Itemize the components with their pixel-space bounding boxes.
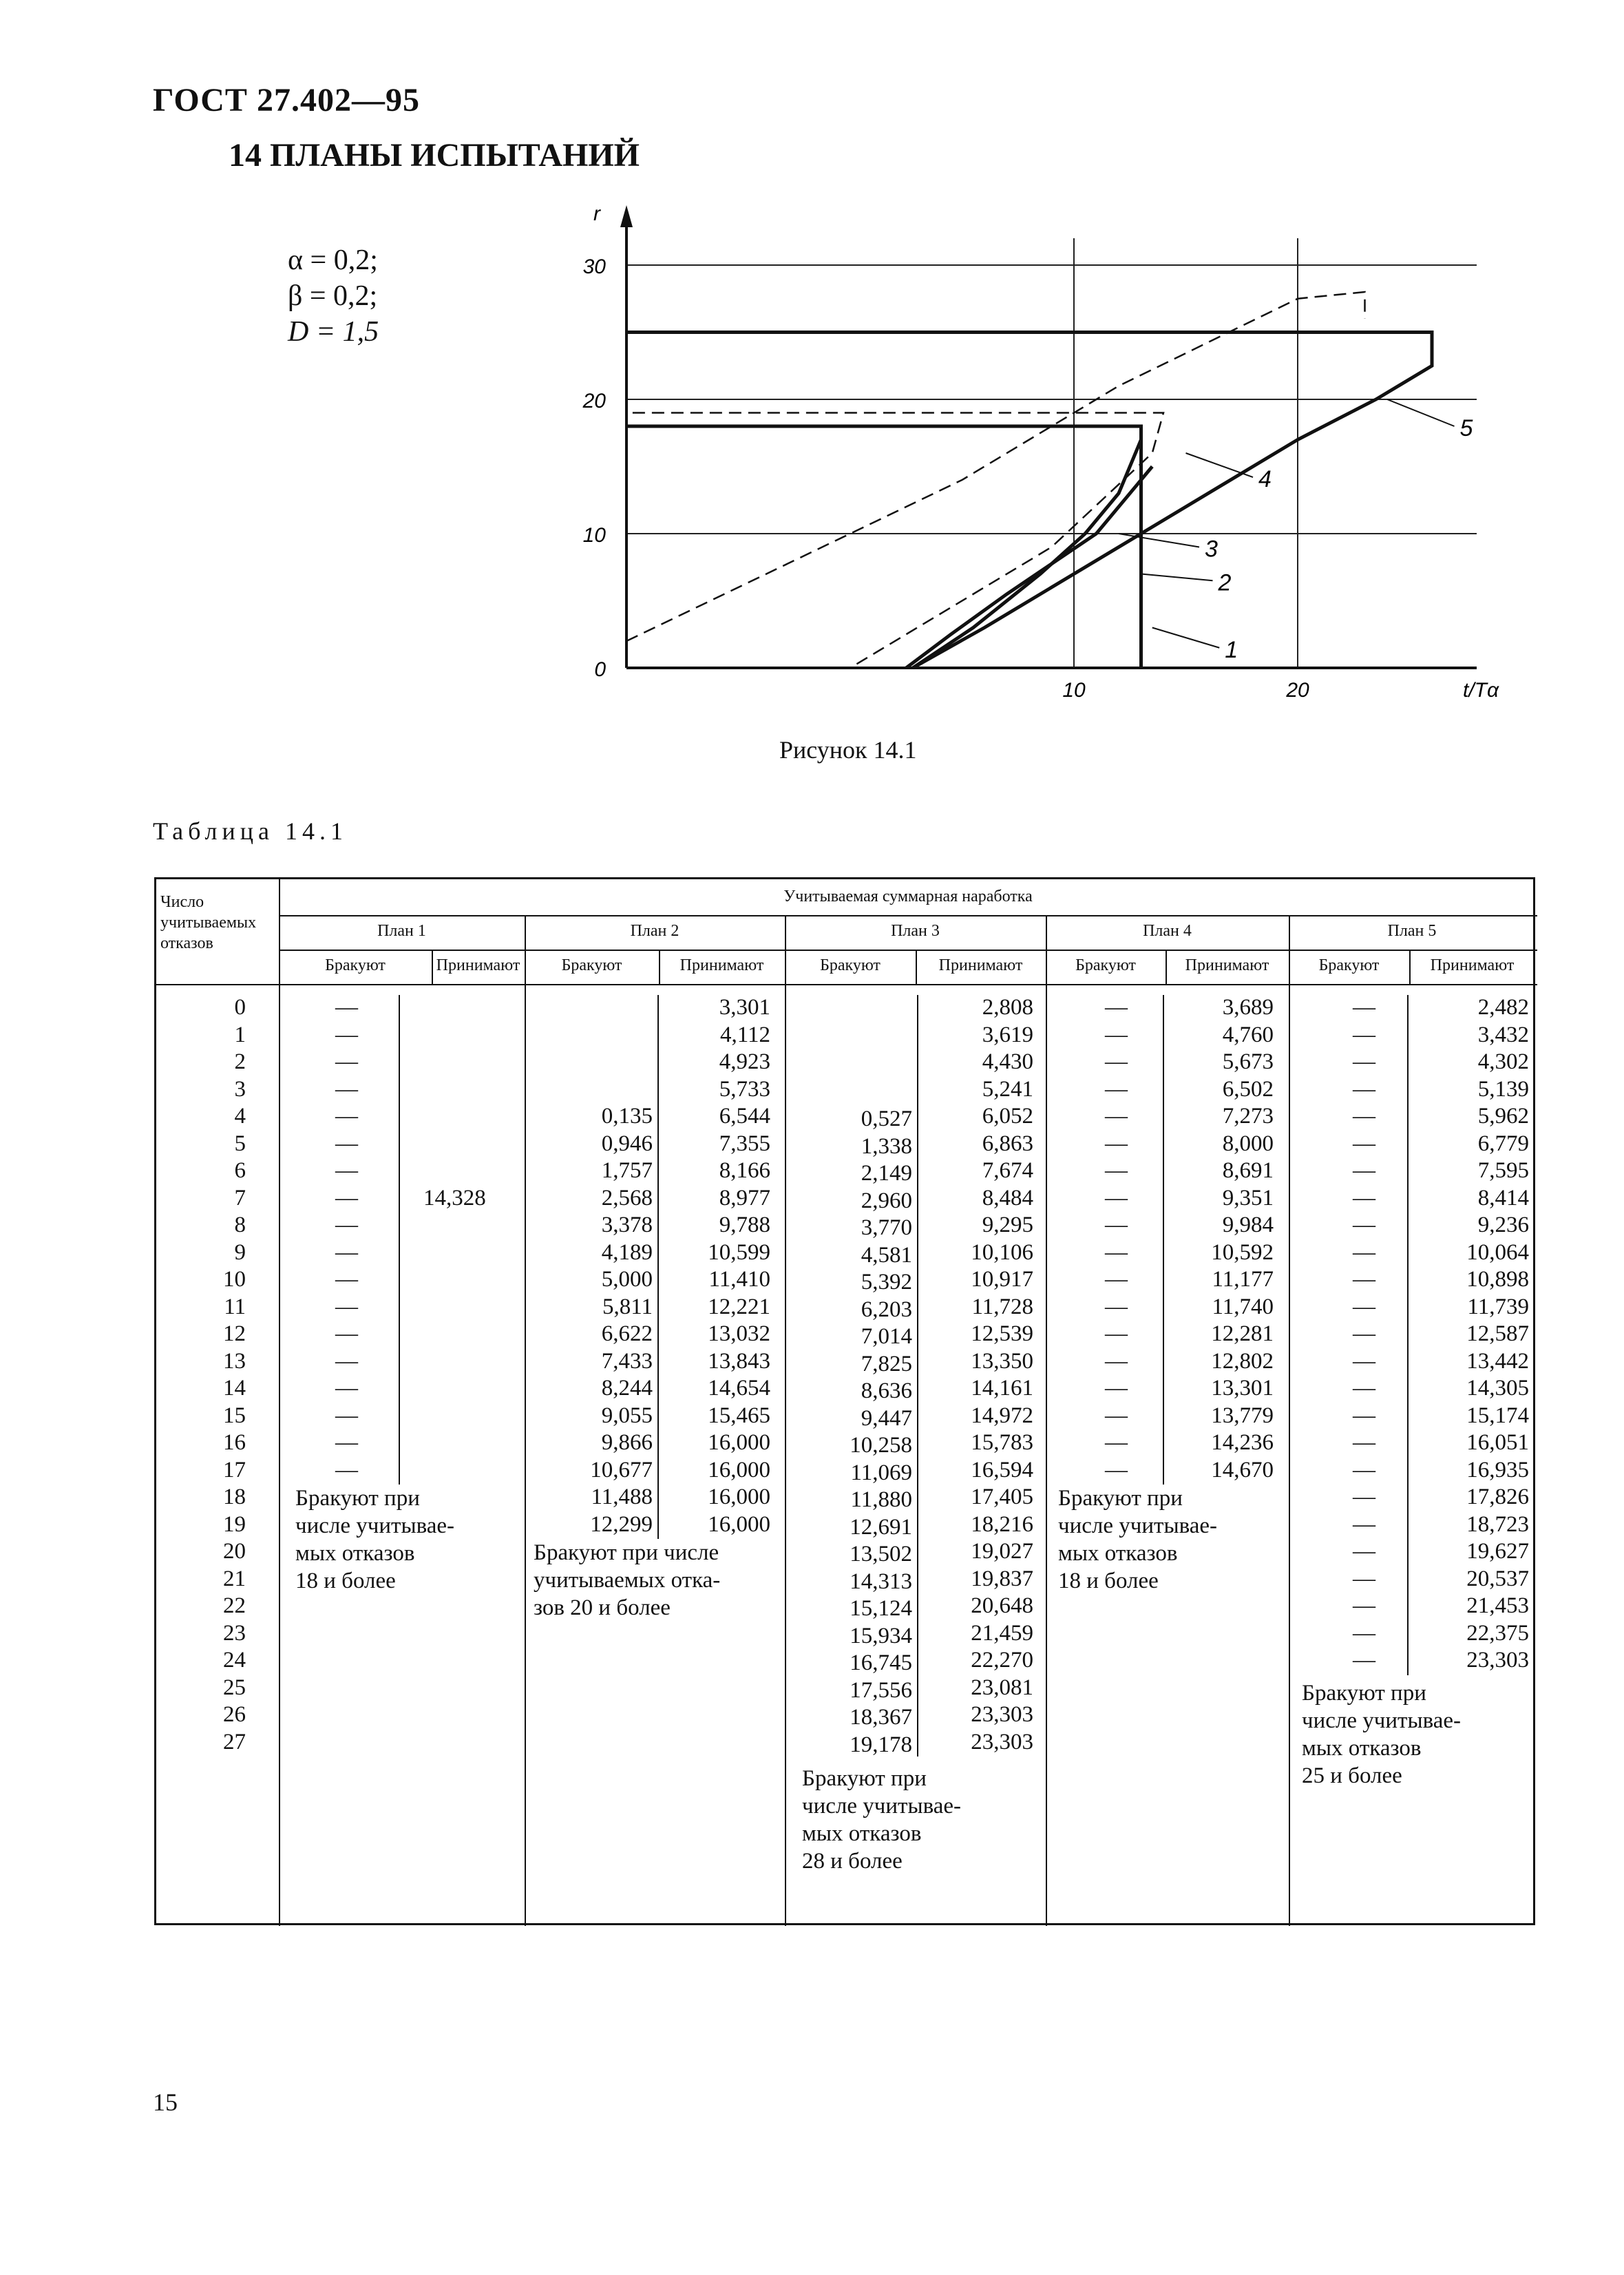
plan4-reject-cell: — bbox=[1105, 1376, 1128, 1401]
plan3-accept-cell: 6,863 bbox=[982, 1131, 1033, 1156]
count-cell: 10 bbox=[223, 1267, 246, 1292]
plan2-reject-cell: 9,055 bbox=[601, 1403, 653, 1428]
series-line-1 bbox=[626, 426, 1141, 668]
plan3-accept-cell: 9,295 bbox=[982, 1213, 1033, 1237]
plan3-accept-cell: 6,052 bbox=[982, 1104, 1033, 1129]
plan5-reject-cell: — bbox=[1353, 1430, 1375, 1455]
plan4-accept-cell: 13,779 bbox=[1211, 1403, 1274, 1428]
plan4-note: Бракуют при числе учитывае- мых отказов 18 и более bbox=[1058, 1486, 1218, 1593]
plan2-reject-cell: 6,622 bbox=[601, 1321, 653, 1346]
plan3-reject-cell: 17,556 bbox=[850, 1677, 912, 1703]
plan2-accept-cell: 12,221 bbox=[708, 1294, 770, 1319]
x-tick-label-20: 20 bbox=[1286, 679, 1309, 702]
plan-header-3: План 3 bbox=[891, 922, 940, 940]
plan2-accept-cell: 10,599 bbox=[708, 1239, 770, 1265]
plan-header-5: План 5 bbox=[1387, 922, 1437, 940]
count-cell: 22 bbox=[223, 1593, 246, 1618]
plan3-accept-cell: 18,216 bbox=[971, 1511, 1033, 1537]
count-cell: 1 bbox=[234, 1022, 246, 1047]
standard-code: ГОСТ 27.402—95 bbox=[153, 82, 420, 118]
y-tick-label-0: 0 bbox=[594, 658, 606, 681]
plan5-accept-cell: 19,627 bbox=[1466, 1539, 1529, 1564]
plan4-reject-cell: — bbox=[1105, 1158, 1128, 1183]
subheader-reject-1: Бракуют bbox=[325, 956, 386, 974]
count-cell: 18 bbox=[223, 1485, 246, 1509]
plan3-accept-cell: 19,027 bbox=[971, 1539, 1033, 1564]
plan1-reject-cell: — bbox=[335, 1185, 358, 1210]
plan4-reject-cell: — bbox=[1105, 1049, 1128, 1074]
plan4-accept-cell: 14,236 bbox=[1211, 1430, 1274, 1455]
plan3-accept-cell: 13,350 bbox=[971, 1348, 1033, 1374]
plan3-reject-cell: 2,149 bbox=[861, 1161, 912, 1186]
col-divider-plan-4 bbox=[1046, 915, 1047, 1926]
plan5-reject-cell: — bbox=[1353, 1648, 1375, 1673]
curve-label-3: 3 bbox=[1205, 536, 1218, 563]
col-divider-n bbox=[279, 879, 280, 1926]
plan-parameters bbox=[288, 242, 379, 350]
x-tick-label-10: 10 bbox=[1062, 679, 1086, 702]
count-cell: 9 bbox=[234, 1239, 246, 1265]
plan4-accept-cell: 12,802 bbox=[1211, 1348, 1274, 1374]
count-cell: 19 bbox=[223, 1511, 246, 1537]
plan3-accept-cell: 23,303 bbox=[971, 1729, 1033, 1754]
plan2-accept-cell: 7,355 bbox=[719, 1131, 770, 1156]
plan-header-1: План 1 bbox=[377, 922, 426, 940]
plan3-accept-cell: 16,594 bbox=[971, 1457, 1033, 1482]
plan5-reject-cell: — bbox=[1353, 1376, 1375, 1401]
plan1-reject-cell: — bbox=[335, 1213, 358, 1237]
plan4-reject-cell: — bbox=[1105, 1403, 1128, 1428]
plan5-accept-cell: 4,302 bbox=[1477, 1049, 1529, 1074]
plan2-value-divider bbox=[657, 995, 659, 1539]
plan5-reject-cell: — bbox=[1353, 1539, 1375, 1564]
plan4-reject-cell: — bbox=[1105, 1185, 1128, 1210]
plan2-reject-cell: 12,299 bbox=[590, 1511, 653, 1537]
plan2-accept-cell: 4,112 bbox=[719, 1022, 770, 1047]
subheader-reject-4: Бракуют bbox=[1075, 956, 1136, 974]
plan2-reject-cell: 10,677 bbox=[590, 1457, 653, 1482]
plan3-accept-cell: 12,539 bbox=[971, 1321, 1033, 1346]
plan4-accept-cell: 3,689 bbox=[1222, 995, 1274, 1020]
plan2-reject-cell: 0,135 bbox=[601, 1104, 653, 1129]
plan5-accept-cell: 9,236 bbox=[1477, 1213, 1529, 1237]
figure-14-1-chart bbox=[551, 200, 1499, 709]
plan3-accept-cell: 4,430 bbox=[982, 1049, 1033, 1074]
plan3-accept-cell: 5,241 bbox=[982, 1076, 1033, 1102]
plan2-accept-cell: 14,654 bbox=[708, 1376, 770, 1401]
y-axis-label: r bbox=[593, 202, 600, 225]
param-d: D = 1,5 bbox=[288, 316, 379, 348]
plan5-reject-cell: — bbox=[1353, 1457, 1375, 1482]
count-cell: 13 bbox=[223, 1348, 246, 1374]
y-tick-label-30: 30 bbox=[582, 255, 606, 278]
plan5-accept-cell: 20,537 bbox=[1466, 1566, 1529, 1591]
plan5-accept-cell: 15,174 bbox=[1466, 1403, 1529, 1428]
count-cell: 15 bbox=[223, 1403, 246, 1428]
row-divider-group bbox=[279, 915, 1537, 916]
plan5-reject-cell: — bbox=[1353, 1022, 1375, 1047]
plan3-accept-cell: 23,303 bbox=[971, 1702, 1033, 1727]
plan1-reject-cell: — bbox=[335, 1158, 358, 1183]
plan2-accept-cell: 16,000 bbox=[708, 1511, 770, 1537]
plan1-reject-cell: — bbox=[335, 1376, 358, 1401]
figure-caption: Рисунок 14.1 bbox=[779, 736, 917, 764]
plan1-value-divider bbox=[399, 995, 400, 1485]
plan5-reject-cell: — bbox=[1353, 1213, 1375, 1237]
plan2-reject-cell: 7,433 bbox=[601, 1348, 653, 1374]
subheader-reject-2: Бракуют bbox=[561, 956, 622, 974]
curve-label-1: 1 bbox=[1225, 636, 1238, 663]
plan1-reject-cell: — bbox=[335, 1131, 358, 1156]
plan4-accept-cell: 9,984 bbox=[1222, 1213, 1274, 1237]
count-cell: 23 bbox=[223, 1620, 246, 1646]
plan4-reject-cell: — bbox=[1105, 1321, 1128, 1346]
plan5-reject-cell: — bbox=[1353, 995, 1375, 1020]
plan3-note: Бракуют при числе учитывае- мых отказов 28 и более bbox=[802, 1766, 962, 1874]
plan4-reject-cell: — bbox=[1105, 1430, 1128, 1455]
y-tick-label-20: 20 bbox=[582, 390, 606, 412]
plan5-reject-cell: — bbox=[1353, 1131, 1375, 1156]
plan2-reject-cell: 11,488 bbox=[591, 1485, 653, 1509]
plan5-value-divider bbox=[1407, 995, 1409, 1675]
plan3-reject-cell: 8,636 bbox=[861, 1378, 912, 1403]
plan1-reject-cell: — bbox=[335, 1104, 358, 1129]
plan4-accept-cell: 10,592 bbox=[1211, 1239, 1274, 1265]
plan4-value-divider bbox=[1163, 995, 1164, 1485]
plan3-reject-cell: 11,069 bbox=[850, 1460, 912, 1485]
plan4-accept-cell: 12,281 bbox=[1211, 1321, 1274, 1346]
plan5-reject-cell: — bbox=[1353, 1294, 1375, 1319]
col-divider-plan-2 bbox=[525, 915, 526, 1926]
page-number: 15 bbox=[153, 2088, 178, 2116]
y-tick-label-10: 10 bbox=[582, 524, 606, 547]
plan4-accept-cell: 7,273 bbox=[1222, 1104, 1274, 1129]
plan2-accept-cell: 16,000 bbox=[708, 1457, 770, 1482]
plan2-reject-cell: 5,811 bbox=[602, 1294, 653, 1319]
count-cell: 16 bbox=[223, 1430, 246, 1455]
table-14-1 bbox=[154, 877, 1535, 1925]
plan5-reject-cell: — bbox=[1353, 1239, 1375, 1265]
leader-line-4 bbox=[1186, 453, 1254, 477]
row-divider-header bbox=[156, 984, 1537, 985]
plan4-reject-cell: — bbox=[1105, 1348, 1128, 1374]
plan5-accept-cell: 13,442 bbox=[1466, 1348, 1529, 1374]
count-cell: 26 bbox=[223, 1702, 246, 1727]
plan5-reject-cell: — bbox=[1353, 1321, 1375, 1346]
plan3-reject-cell: 13,502 bbox=[850, 1542, 912, 1566]
plan1-reject-cell: — bbox=[335, 995, 358, 1020]
col-divider-plan-5 bbox=[1289, 915, 1290, 1926]
plan3-accept-cell: 23,081 bbox=[971, 1675, 1033, 1700]
plan3-reject-cell: 18,367 bbox=[850, 1705, 912, 1730]
plan1-reject-cell: — bbox=[335, 1076, 358, 1102]
plan2-note: Бракуют при числе учитываемых отка- зов 20 и более bbox=[534, 1540, 721, 1620]
plan1-reject-cell: — bbox=[335, 1321, 358, 1346]
subheader-accept-1: Принимают bbox=[436, 956, 520, 974]
plan5-accept-cell: 23,303 bbox=[1466, 1648, 1529, 1673]
plan5-reject-cell: — bbox=[1353, 1485, 1375, 1509]
count-cell: 14 bbox=[223, 1376, 246, 1401]
plan5-accept-cell: 22,375 bbox=[1466, 1620, 1529, 1646]
plan1-reject-cell: — bbox=[335, 1294, 358, 1319]
subheader-accept-4: Принимают bbox=[1185, 956, 1269, 974]
leader-line-5 bbox=[1387, 399, 1455, 426]
plan-header-2: План 2 bbox=[630, 922, 679, 940]
plan4-accept-cell: 8,691 bbox=[1222, 1158, 1274, 1183]
plan5-accept-cell: 16,935 bbox=[1466, 1457, 1529, 1482]
subheader-accept-2: Принимают bbox=[679, 956, 764, 974]
plan5-reject-cell: — bbox=[1353, 1104, 1375, 1129]
plan1-reject-cell: — bbox=[335, 1403, 358, 1428]
plan3-accept-cell: 14,972 bbox=[971, 1403, 1033, 1428]
plan3-accept-cell: 22,270 bbox=[971, 1648, 1033, 1673]
x-axis-label: t/Tα bbox=[1463, 679, 1499, 702]
count-cell: 11 bbox=[224, 1294, 246, 1319]
plan4-accept-cell: 13,301 bbox=[1211, 1376, 1274, 1401]
plan2-reject-cell: 3,378 bbox=[601, 1213, 653, 1237]
plan5-reject-cell: — bbox=[1353, 1348, 1375, 1374]
plan2-accept-cell: 8,977 bbox=[719, 1185, 770, 1210]
leader-line-2 bbox=[1141, 574, 1213, 581]
plan5-accept-cell: 6,779 bbox=[1477, 1131, 1529, 1156]
plan2-reject-cell: 2,568 bbox=[601, 1185, 653, 1210]
plan3-reject-cell: 7,825 bbox=[861, 1351, 912, 1376]
plan3-accept-cell: 2,808 bbox=[982, 995, 1033, 1020]
plan3-accept-cell: 10,917 bbox=[971, 1267, 1033, 1292]
plan4-accept-cell: 6,502 bbox=[1222, 1076, 1274, 1102]
plan2-reject-cell: 1,757 bbox=[601, 1158, 653, 1183]
plan5-accept-cell: 2,482 bbox=[1477, 995, 1529, 1020]
plan3-reject-cell: 15,124 bbox=[850, 1596, 912, 1621]
plan2-accept-cell: 9,788 bbox=[719, 1213, 770, 1237]
plan2-accept-cell: 11,410 bbox=[708, 1267, 770, 1292]
subheader-accept-5: Принимают bbox=[1430, 956, 1515, 974]
series-line-5 bbox=[626, 333, 1432, 669]
plan1-reject-cell: — bbox=[335, 1239, 358, 1265]
plan3-accept-cell: 21,459 bbox=[971, 1620, 1033, 1646]
count-cell: 25 bbox=[223, 1675, 246, 1700]
plan2-accept-cell: 3,301 bbox=[719, 995, 770, 1020]
subheader-accept-3: Принимают bbox=[938, 956, 1023, 974]
plan3-reject-cell: 16,745 bbox=[850, 1650, 912, 1675]
count-cell: 0 bbox=[234, 995, 246, 1020]
plan5-reject-cell: — bbox=[1353, 1158, 1375, 1183]
count-cell: 5 bbox=[234, 1131, 246, 1156]
plan5-reject-cell: — bbox=[1353, 1403, 1375, 1428]
count-cell: 24 bbox=[223, 1648, 246, 1673]
curve-label-5: 5 bbox=[1459, 415, 1473, 441]
count-cell: 2 bbox=[234, 1049, 246, 1074]
plan3-reject-cell: 3,770 bbox=[861, 1215, 912, 1240]
plan3-reject-cell: 7,014 bbox=[861, 1324, 912, 1349]
plan4-reject-cell: — bbox=[1105, 1131, 1128, 1156]
plan4-reject-cell: — bbox=[1105, 1022, 1128, 1047]
plan3-reject-cell: 4,581 bbox=[861, 1242, 912, 1268]
table-caption: Таблица 14.1 bbox=[153, 817, 348, 845]
plan3-accept-cell: 7,674 bbox=[982, 1158, 1033, 1183]
plan3-accept-cell: 11,728 bbox=[971, 1294, 1033, 1319]
count-cell: 7 bbox=[234, 1185, 246, 1210]
plan5-note: Бракуют при числе учитывае- мых отказов 25 и более bbox=[1302, 1680, 1462, 1788]
plan4-reject-cell: — bbox=[1105, 1267, 1128, 1292]
plan3-accept-cell: 3,619 bbox=[982, 1022, 1033, 1047]
plan3-accept-cell: 19,837 bbox=[971, 1566, 1033, 1591]
subheader-reject-5: Бракуют bbox=[1318, 956, 1380, 974]
plan4-accept-cell: 9,351 bbox=[1222, 1185, 1274, 1210]
plan3-reject-cell: 0,527 bbox=[861, 1107, 912, 1131]
count-cell: 6 bbox=[234, 1158, 246, 1183]
count-cell: 8 bbox=[234, 1213, 246, 1237]
plan4-accept-cell: 14,670 bbox=[1211, 1457, 1274, 1482]
plan3-accept-cell: 10,106 bbox=[971, 1239, 1033, 1265]
subheader-reject-3: Бракуют bbox=[820, 956, 880, 974]
curve-label-4: 4 bbox=[1258, 466, 1272, 493]
plan2-reject-cell: 4,189 bbox=[601, 1239, 653, 1265]
plan3-reject-cell: 6,203 bbox=[861, 1297, 912, 1322]
plan5-reject-cell: — bbox=[1353, 1185, 1375, 1210]
plan1-reject-cell: — bbox=[335, 1348, 358, 1374]
plan3-reject-cell: 19,178 bbox=[850, 1732, 912, 1757]
count-cell: 20 bbox=[223, 1539, 246, 1564]
plan5-accept-cell: 10,064 bbox=[1466, 1239, 1529, 1265]
plan3-reject-cell: 9,447 bbox=[861, 1405, 912, 1431]
plan3-reject-cell: 2,960 bbox=[861, 1188, 912, 1213]
plan2-accept-cell: 16,000 bbox=[708, 1430, 770, 1455]
plan3-reject-cell: 15,934 bbox=[850, 1623, 912, 1648]
plan4-reject-cell: — bbox=[1105, 1239, 1128, 1265]
plan4-accept-cell: 4,760 bbox=[1222, 1022, 1274, 1047]
curve-label-2: 2 bbox=[1218, 569, 1232, 596]
plan4-reject-cell: — bbox=[1105, 995, 1128, 1020]
plan5-accept-cell: 3,432 bbox=[1477, 1022, 1529, 1047]
plan2-accept-cell: 5,733 bbox=[719, 1076, 770, 1102]
plan5-accept-cell: 12,587 bbox=[1466, 1321, 1529, 1346]
plan5-accept-cell: 5,139 bbox=[1477, 1076, 1529, 1102]
row-divider-plans bbox=[279, 950, 1537, 951]
y-axis-arrow bbox=[620, 205, 633, 227]
plan4-reject-cell: — bbox=[1105, 1076, 1128, 1102]
plan3-accept-cell: 17,405 bbox=[971, 1485, 1033, 1509]
plan5-accept-cell: 16,051 bbox=[1466, 1430, 1529, 1455]
plan-header-4: План 4 bbox=[1143, 922, 1192, 940]
count-cell: 3 bbox=[234, 1076, 246, 1102]
plan2-accept-cell: 8,166 bbox=[719, 1158, 770, 1183]
col-divider-plan-3 bbox=[785, 915, 786, 1926]
plan4-accept-cell: 11,740 bbox=[1212, 1294, 1274, 1319]
plan5-reject-cell: — bbox=[1353, 1620, 1375, 1646]
plan2-accept-cell: 16,000 bbox=[708, 1485, 770, 1509]
plan3-accept-cell: 14,161 bbox=[971, 1376, 1033, 1401]
plan5-reject-cell: — bbox=[1353, 1076, 1375, 1102]
plan5-accept-cell: 21,453 bbox=[1466, 1593, 1529, 1618]
plan4-reject-cell: — bbox=[1105, 1213, 1128, 1237]
plan5-reject-cell: — bbox=[1353, 1267, 1375, 1292]
plan3-accept-cell: 20,648 bbox=[971, 1593, 1033, 1618]
plan1-reject-cell: — bbox=[335, 1267, 358, 1292]
plan5-accept-cell: 18,723 bbox=[1466, 1511, 1529, 1537]
plan3-reject-cell: 11,880 bbox=[850, 1487, 912, 1512]
plan3-reject-cell: 14,313 bbox=[850, 1569, 912, 1594]
param-beta: β = 0,2; bbox=[288, 280, 378, 312]
plan1-note: Бракуют при числе учитывае- мых отказов 18 и более bbox=[295, 1486, 455, 1593]
plan5-reject-cell: — bbox=[1353, 1511, 1375, 1537]
plan1-reject-cell: — bbox=[335, 1457, 358, 1482]
plan1-accept-cell: 14,328 bbox=[423, 1185, 486, 1210]
row-header: Число учитываемых отказов bbox=[160, 893, 257, 952]
plan3-accept-cell: 8,484 bbox=[982, 1185, 1033, 1210]
plan2-reject-cell: 0,946 bbox=[601, 1131, 653, 1156]
plan4-reject-cell: — bbox=[1105, 1104, 1128, 1129]
plan2-accept-cell: 13,032 bbox=[708, 1321, 770, 1346]
plan3-accept-cell: 15,783 bbox=[971, 1430, 1033, 1455]
plan3-value-divider bbox=[917, 995, 918, 1757]
plan5-accept-cell: 10,898 bbox=[1466, 1267, 1529, 1292]
plan2-reject-cell: 9,866 bbox=[601, 1430, 653, 1455]
plan2-reject-cell: 5,000 bbox=[601, 1267, 653, 1292]
plan1-reject-cell: — bbox=[335, 1022, 358, 1047]
leader-line-1 bbox=[1152, 628, 1220, 648]
plan4-reject-cell: — bbox=[1105, 1457, 1128, 1482]
plan5-accept-cell: 7,595 bbox=[1477, 1158, 1529, 1183]
plan3-reject-cell: 5,392 bbox=[861, 1270, 912, 1294]
count-cell: 4 bbox=[234, 1104, 246, 1129]
plan5-reject-cell: — bbox=[1353, 1593, 1375, 1618]
count-cell: 12 bbox=[223, 1321, 246, 1346]
plan4-accept-cell: 5,673 bbox=[1222, 1049, 1274, 1074]
plan1-reject-cell: — bbox=[335, 1430, 358, 1455]
plan5-accept-cell: 11,739 bbox=[1467, 1294, 1529, 1319]
plan2-accept-cell: 13,843 bbox=[708, 1348, 770, 1374]
plan5-reject-cell: — bbox=[1353, 1049, 1375, 1074]
plan3-reject-cell: 12,691 bbox=[850, 1514, 912, 1540]
plan2-accept-cell: 15,465 bbox=[708, 1403, 770, 1428]
plan5-accept-cell: 5,962 bbox=[1477, 1104, 1529, 1129]
series-line-2 bbox=[626, 413, 1163, 669]
plan2-reject-cell: 8,244 bbox=[601, 1376, 653, 1401]
plan5-reject-cell: — bbox=[1353, 1566, 1375, 1591]
count-cell: 17 bbox=[223, 1457, 246, 1482]
count-cell: 21 bbox=[223, 1566, 246, 1591]
plan4-reject-cell: — bbox=[1105, 1294, 1128, 1319]
section-title: 14 ПЛАНЫ ИСПЫТАНИЙ bbox=[229, 137, 640, 174]
plan5-accept-cell: 8,414 bbox=[1477, 1185, 1529, 1210]
param-alpha: α = 0,2; bbox=[288, 244, 378, 276]
plan3-reject-cell: 10,258 bbox=[850, 1433, 912, 1458]
plan4-accept-cell: 8,000 bbox=[1222, 1131, 1274, 1156]
group-header: Учитываемая суммарная наработка bbox=[783, 888, 1033, 905]
plan3-reject-cell: 1,338 bbox=[861, 1133, 912, 1159]
plan5-accept-cell: 14,305 bbox=[1466, 1376, 1529, 1401]
plan5-accept-cell: 17,826 bbox=[1466, 1485, 1529, 1509]
count-cell: 27 bbox=[223, 1729, 246, 1754]
plan1-reject-cell: — bbox=[335, 1049, 358, 1074]
plan4-accept-cell: 11,177 bbox=[1212, 1267, 1274, 1292]
plan2-accept-cell: 4,923 bbox=[719, 1049, 770, 1074]
plan2-accept-cell: 6,544 bbox=[719, 1104, 770, 1129]
